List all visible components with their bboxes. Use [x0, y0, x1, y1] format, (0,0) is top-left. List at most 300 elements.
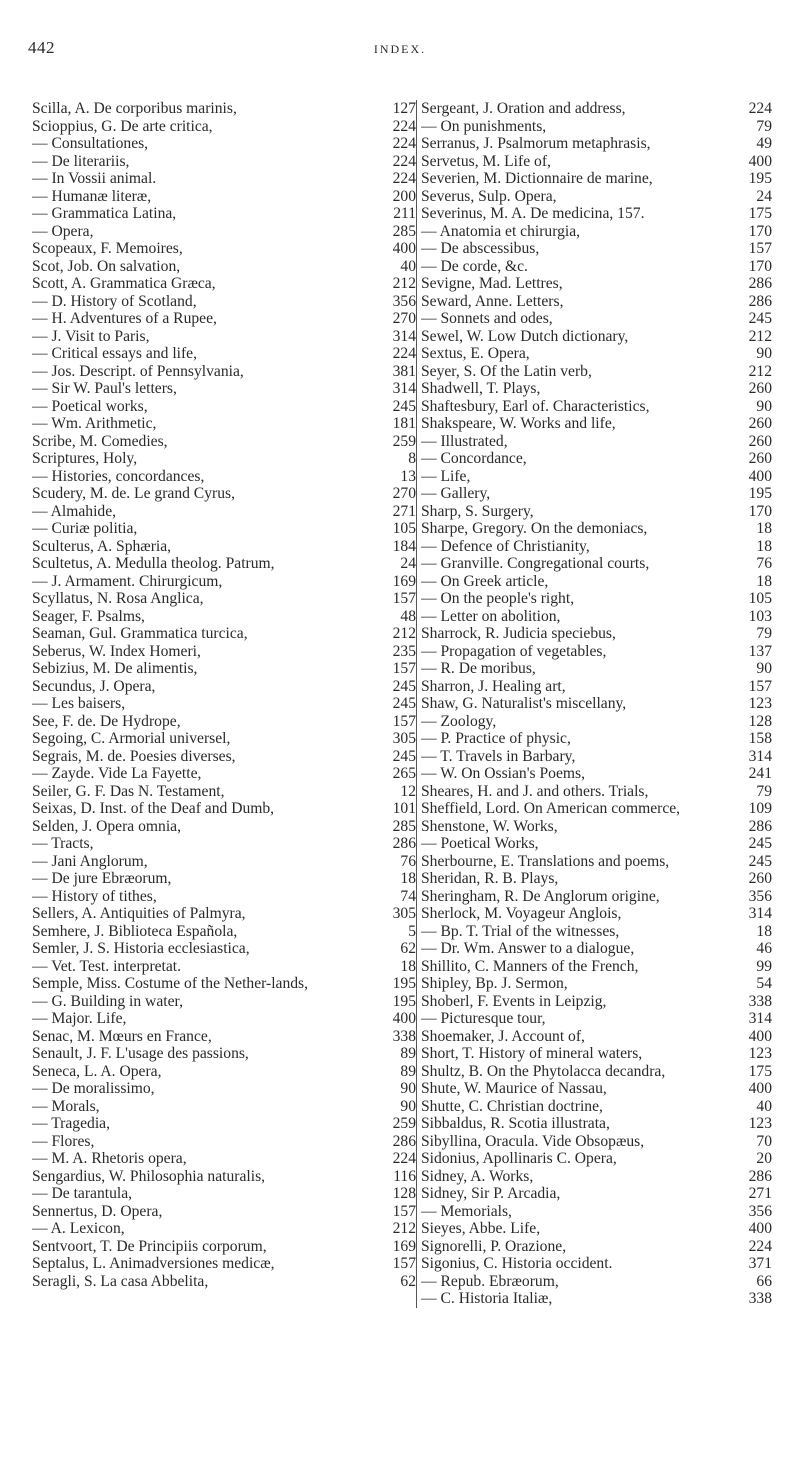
index-entry-page: 245 [748, 852, 772, 870]
index-entry-page: 314 [748, 905, 772, 922]
index-entry-text: — On punishments, [421, 117, 547, 135]
index-entry [421, 503, 772, 521]
index-entry-text: — Illustrated, [421, 432, 508, 450]
index-entry-page: 157 [392, 660, 416, 677]
index-entry [421, 1150, 772, 1168]
index-entry-text: — Histories, concordances, [32, 467, 205, 485]
index-entry-text: — Concordance, [421, 450, 527, 467]
index-entry-text: Sergeant, J. Oration and address, [421, 100, 626, 117]
index-entry-text: Sidney, A. Works, [421, 1167, 534, 1185]
index-entry [32, 590, 416, 608]
index-entry-page: 265 [392, 765, 416, 782]
index-entry [32, 118, 416, 136]
index-entry-page: 157 [392, 712, 416, 730]
index-entry [421, 625, 772, 643]
index-entry [421, 713, 772, 731]
index-entry [32, 1273, 416, 1291]
index-entry-page: 381 [392, 362, 416, 380]
index-entry-text: Shaw, G. Naturalist's miscellany, [421, 695, 627, 712]
index-entry-text: Sengardius, W. Philosophia naturalis, [32, 1167, 266, 1185]
index-entry-page: 286 [392, 1132, 416, 1150]
index-entry-page: 314 [748, 747, 772, 765]
index-entry-page: 260 [748, 870, 772, 887]
index-entry [421, 800, 772, 818]
index-entry-text: Sibbaldus, R. Scotia illustrata, [421, 1115, 610, 1132]
index-entry-text: Sevigne, Mad. Lettres, [421, 275, 563, 292]
index-entry-text: Severinus, M. A. De medicina, 157. [421, 205, 645, 222]
index-entry-text: — J. Visit to Paris, [32, 327, 150, 345]
index-entry-page: 195 [392, 975, 416, 992]
index-entry [32, 765, 416, 783]
index-entry-page: 137 [748, 642, 772, 660]
index-entry [32, 625, 416, 643]
index-entry-page: 356 [748, 1202, 772, 1220]
index-entry [421, 100, 772, 118]
index-entry-text: Severus, Sulp. Opera, [421, 187, 557, 205]
index-entry-page: 175 [748, 205, 772, 222]
index-entry [32, 1010, 416, 1028]
index-entry-text: — Zayde. Vide La Fayette, [32, 765, 202, 782]
index-entry [32, 923, 416, 941]
index-entry [32, 1238, 416, 1256]
index-entry-text: — Zoology, [421, 712, 497, 730]
index-entry-page: 245 [392, 747, 416, 765]
index-entry-page: 12 [400, 782, 416, 800]
index-entry-page: 5 [408, 922, 416, 940]
index-entry [32, 485, 416, 503]
index-entry [32, 363, 416, 381]
index-entry [421, 310, 772, 328]
index-entry [421, 1010, 772, 1028]
index-entry [32, 1220, 416, 1238]
index-entry-text: Senac, M. Mœurs en France, [32, 1027, 212, 1045]
index-entry-page: 158 [748, 730, 772, 747]
index-entry-text: — On the people's right, [421, 590, 575, 607]
index-entry [32, 1185, 416, 1203]
index-entry [32, 993, 416, 1011]
index-entry-page: 170 [748, 257, 772, 275]
index-entry-text: — In Vossii animal. [32, 170, 157, 187]
index-entry [421, 345, 772, 363]
index-entry [421, 433, 772, 451]
index-entry-text: Serranus, J. Psalmorum metaphrasis, [421, 135, 651, 152]
index-entry-page: 123 [748, 1115, 772, 1132]
index-entry-page: 123 [748, 695, 772, 712]
index-entry-page: 18 [400, 870, 416, 887]
index-entry-page: 157 [392, 1202, 416, 1220]
index-entry-page: 260 [748, 380, 772, 397]
index-entry-text: Scultetus, A. Medulla theolog. Patrum, [32, 555, 275, 572]
index-entry-page: 170 [748, 502, 772, 520]
index-entry [421, 328, 772, 346]
index-entry-page: 235 [392, 642, 416, 660]
index-entry [421, 450, 772, 468]
index-entry-text: Short, T. History of mineral waters, [421, 1045, 643, 1062]
index-entry [32, 800, 416, 818]
index-entry [32, 1080, 416, 1098]
index-entry-text: Sharp, S. Surgery, [421, 502, 534, 520]
index-entry [32, 660, 416, 678]
index-entry-page: 128 [748, 712, 772, 730]
index-entry-text: — P. Practice of physic, [421, 730, 571, 747]
index-entry [421, 205, 772, 223]
index-entry [421, 1045, 772, 1063]
index-entry-text: Sharpe, Gregory. On the demoniacs, [421, 520, 648, 537]
index-entry-page: 338 [748, 992, 772, 1010]
index-entry-page: 286 [748, 275, 772, 292]
index-entry [32, 258, 416, 276]
index-entry-text: — H. Adventures of a Rupee, [32, 310, 217, 327]
index-entry-page: 40 [400, 257, 416, 275]
index-entry-text: — Picturesque tour, [421, 1010, 546, 1027]
index-entry [421, 520, 772, 538]
index-entry-page: 212 [392, 275, 416, 292]
index-entry-page: 224 [392, 152, 416, 170]
index-entry-page: 24 [400, 555, 416, 572]
index-entry-text: Sebizius, M. De alimentis, [32, 660, 198, 677]
index-entry-text: Seager, F. Psalms, [32, 607, 145, 625]
index-entry-text: — Vet. Test. interpretat. [32, 957, 182, 975]
index-entry-text: Sherlock, M. Voyageur Anglois, [421, 905, 622, 922]
index-entry [32, 853, 416, 871]
index-entry-page: 260 [748, 432, 772, 450]
index-entry-page: 212 [748, 327, 772, 345]
index-entry [421, 153, 772, 171]
index-entry-text: — Opera, [32, 222, 94, 240]
index-entry-text: Semhere, J. Biblioteca Española, [32, 922, 238, 940]
index-entry [32, 240, 416, 258]
index-entry [421, 188, 772, 206]
index-entry-text: Seragli, S. La casa Abbelita, [32, 1272, 209, 1290]
index-entry [421, 468, 772, 486]
index-entry-page: 79 [756, 625, 772, 642]
index-entry-page: 260 [748, 450, 772, 467]
index-entry-page: 24 [756, 187, 772, 205]
index-entry-page: 245 [392, 695, 416, 712]
index-entry [421, 1115, 772, 1133]
index-entry-page: 109 [748, 800, 772, 817]
index-entry-text: — Consultationes, [32, 135, 149, 152]
index-entry-page: 400 [748, 1220, 772, 1237]
index-entry-page: 103 [748, 607, 772, 625]
running-head: INDEX. [373, 42, 427, 56]
index-entry-text: — Wm. Arithmetic, [32, 415, 157, 432]
index-entry-text: — R. De moribus, [421, 660, 536, 677]
index-entry [32, 433, 416, 451]
index-entry [421, 275, 772, 293]
index-entry [421, 1133, 772, 1151]
index-entry-text: Scopeaux, F. Memoires, [32, 240, 183, 257]
index-entry [32, 538, 416, 556]
index-entry-page: 271 [392, 502, 416, 520]
index-entry-text: Sidney, Sir P. Arcadia, [421, 1185, 561, 1202]
index-entry [421, 678, 772, 696]
index-entry-text: Scyllatus, N. Rosa Anglica, [32, 590, 204, 607]
index-entry-text: Signorelli, P. Orazione, [421, 1237, 567, 1255]
index-entry-text: — History of tithes, [32, 887, 157, 905]
index-entry [421, 1063, 772, 1081]
index-entry-page: 212 [392, 1220, 416, 1237]
index-entry-page: 157 [392, 1255, 416, 1272]
index-entry-text: — De literariis, [32, 152, 130, 170]
index-entry [32, 415, 416, 433]
index-entry [421, 555, 772, 573]
index-entry-page: 400 [748, 1027, 772, 1045]
index-entry-page: 224 [748, 100, 772, 117]
index-entry-text: Shute, W. Maurice of Nassau, [421, 1080, 607, 1097]
index-entry [421, 923, 772, 941]
index-entry-page: 157 [392, 590, 416, 607]
index-entry [421, 608, 772, 626]
index-entry [32, 1115, 416, 1133]
index-entry-text: Seaman, Gul. Grammatica turcica, [32, 625, 248, 642]
index-entry-text: Shipley, Bp. J. Sermon, [421, 975, 568, 992]
index-entry [421, 398, 772, 416]
index-entry-text: — Humanæ literæ, [32, 187, 152, 205]
index-entry [32, 1063, 416, 1081]
index-entry-page: 13 [400, 467, 416, 485]
index-entry-text: — De moralissimo, [32, 1080, 155, 1097]
index-entry [421, 835, 772, 853]
index-entry-text: Sharrock, R. Judicia speciebus, [421, 625, 616, 642]
index-entry-text: — Memorials, [421, 1202, 512, 1220]
index-entry-text: Sheares, H. and J. and others. Trials, [421, 782, 649, 800]
index-entry [421, 293, 772, 311]
index-entry-page: 79 [756, 782, 772, 800]
index-entry-text: — Granville. Congregational courts, [421, 555, 650, 572]
index-entry-text: — Almahide, [32, 502, 117, 520]
index-entry [421, 975, 772, 993]
index-entry [421, 1273, 772, 1291]
index-entry-page: 90 [756, 397, 772, 415]
index-entry-text: Segoing, C. Armorial universel, [32, 730, 231, 747]
index-entry-page: 18 [756, 572, 772, 590]
index-entry-page: 105 [392, 520, 416, 537]
index-entry [32, 940, 416, 958]
index-entry-text: Shultz, B. On the Phytolacca decandra, [421, 1062, 666, 1080]
index-entry-text: Scott, A. Grammatica Græca, [32, 275, 216, 292]
page-number: 442 [28, 38, 55, 57]
index-entry-text: — Critical essays and life, [32, 345, 197, 362]
index-entry-page: 285 [392, 817, 416, 835]
index-entry [32, 380, 416, 398]
index-entry-text: — Dr. Wm. Answer to a dialogue, [421, 940, 635, 957]
index-entry-text: Seberus, W. Index Homeri, [32, 642, 201, 660]
index-entry [32, 1168, 416, 1186]
index-entry-page: 260 [748, 415, 772, 432]
index-entry [421, 888, 772, 906]
index-entry-text: See, F. de. De Hydrope, [32, 712, 181, 730]
index-entry-page: 157 [748, 677, 772, 695]
index-entry-text: — Defence of Christianity, [421, 537, 590, 555]
index-entry [421, 415, 772, 433]
index-entry-text: — Sonnets and odes, [421, 310, 553, 327]
index-entry-page: 62 [400, 940, 416, 957]
index-entry-page: 90 [756, 660, 772, 677]
index-entry-text: — D. History of Scotland, [32, 292, 197, 310]
index-entry-text: — Tracts, [32, 835, 94, 852]
index-entry [421, 1080, 772, 1098]
index-entry [32, 573, 416, 591]
index-entry-text: — Propagation of vegetables, [421, 642, 607, 660]
index-entry-text: — Flores, [32, 1132, 95, 1150]
index-entry-page: 245 [748, 835, 772, 852]
index-entry-page: 18 [756, 537, 772, 555]
index-entry [32, 345, 416, 363]
index-entry-text: Scot, Job. On salvation, [32, 257, 181, 275]
index-entry [421, 485, 772, 503]
index-entry-text: Shoberl, F. Events in Leipzig, [421, 992, 607, 1010]
index-entry-page: 101 [392, 800, 416, 817]
index-entry-page: 89 [400, 1045, 416, 1062]
index-entry-text: — Poetical works, [32, 397, 148, 415]
index-entry [32, 468, 416, 486]
index-entry-page: 400 [392, 240, 416, 257]
index-entry [32, 713, 416, 731]
index-entry [32, 555, 416, 573]
index-entry [421, 573, 772, 591]
index-entry-page: 8 [408, 450, 416, 467]
index-entry [421, 363, 772, 381]
index-entry-page: 400 [748, 467, 772, 485]
index-entry-text: Sewel, W. Low Dutch dictionary, [421, 327, 629, 345]
index-entry-page: 400 [748, 1080, 772, 1097]
index-entry-page: 123 [748, 1045, 772, 1062]
index-entry [32, 975, 416, 993]
index-entry [421, 818, 772, 836]
index-entry-page: 285 [392, 222, 416, 240]
index-entry-text: Servetus, M. Life of, [421, 152, 551, 170]
index-entry-page: 54 [756, 975, 772, 992]
index-entry-page: 224 [392, 170, 416, 187]
index-entry-text: Scribe, M. Comedies, [32, 432, 168, 450]
index-entry-text: Sieyes, Abbe. Life, [421, 1220, 541, 1237]
index-entry [421, 643, 772, 661]
index-entry-page: 224 [748, 1237, 772, 1255]
index-entry-page: 200 [392, 187, 416, 205]
index-entry-text: Secundus, J. Opera, [32, 677, 156, 695]
index-entry [32, 293, 416, 311]
index-column-left [32, 100, 416, 1290]
index-entry-page: 90 [400, 1097, 416, 1115]
index-entry [421, 1203, 772, 1221]
index-entry [421, 853, 772, 871]
index-entry-text: — De tarantula, [32, 1185, 133, 1202]
index-entry-page: 286 [748, 292, 772, 310]
index-entry-page: 127 [392, 100, 416, 117]
index-entry-page: 40 [756, 1097, 772, 1115]
index-entry-page: 76 [400, 852, 416, 870]
index-entry-page: 270 [392, 310, 416, 327]
index-entry-page: 271 [748, 1185, 772, 1202]
index-entry-text: Sheringham, R. De Anglorum origine, [421, 887, 660, 905]
index-entry [421, 1098, 772, 1116]
index-entry [32, 520, 416, 538]
index-entry [421, 240, 772, 258]
index-entry-page: 157 [748, 240, 772, 257]
index-entry [32, 695, 416, 713]
index-entry [421, 695, 772, 713]
index-entry-page: 305 [392, 905, 416, 922]
index-entry [421, 1185, 772, 1203]
index-entry-text: — De corde, &c. [421, 257, 528, 275]
index-entry-page: 20 [756, 1150, 772, 1167]
index-entry-page: 181 [392, 415, 416, 432]
index-entry-page: 400 [748, 152, 772, 170]
index-entry-page: 314 [748, 1010, 772, 1027]
index-entry [32, 608, 416, 626]
index-entry-page: 270 [392, 485, 416, 502]
index-entry [32, 783, 416, 801]
index-entry-page: 70 [756, 1132, 772, 1150]
index-entry [32, 870, 416, 888]
index-entry-text: Scilla, A. De corporibus marinis, [32, 100, 237, 117]
index-entry [32, 1098, 416, 1116]
index-entry-page: 99 [756, 957, 772, 975]
index-entry [32, 1203, 416, 1221]
index-entry [421, 1290, 772, 1308]
index-entry-text: Shakspeare, W. Works and life, [421, 415, 616, 432]
index-entry-page: 18 [756, 922, 772, 940]
index-entry [421, 870, 772, 888]
index-entry-page: 105 [748, 590, 772, 607]
index-entry-page: 241 [748, 765, 772, 782]
index-entry-page: 212 [748, 362, 772, 380]
index-entry-text: Sibyllina, Oracula. Vide Obsopæus, [421, 1132, 645, 1150]
index-entry-text: Shenstone, W. Works, [421, 817, 558, 835]
index-entry-page: 169 [392, 572, 416, 590]
index-entry [421, 118, 772, 136]
index-entry [32, 100, 416, 118]
index-entry-page: 79 [756, 117, 772, 135]
index-entry-page: 48 [400, 607, 416, 625]
index-entry-text: Sheffield, Lord. On American commerce, [421, 800, 681, 817]
index-entry-page: 195 [392, 992, 416, 1010]
index-entry-text: Sculterus, A. Sphæria, [32, 537, 172, 555]
index-entry-text: — W. On Ossian's Poems, [421, 765, 585, 782]
index-entry-text: Semple, Miss. Costume of the Nether-lands, [32, 975, 309, 992]
index-entry [421, 135, 772, 153]
index-entry [32, 170, 416, 188]
index-entry-text: Seneca, L. A. Opera, [32, 1062, 162, 1080]
index-entry [421, 765, 772, 783]
index-entry-text: Sheridan, R. B. Plays, [421, 870, 559, 887]
index-entry-page: 116 [393, 1167, 416, 1185]
index-entry-text: Seyer, S. Of the Latin verb, [421, 362, 592, 380]
index-entry-text: — Curiæ politia, [32, 520, 138, 537]
index-entry [32, 205, 416, 223]
index-entry-text: Shutte, C. Christian doctrine, [421, 1097, 603, 1115]
index-entry-text: — Tragedia, [32, 1115, 110, 1132]
index-entry-page: 356 [748, 887, 772, 905]
index-entry [32, 398, 416, 416]
index-entry [421, 1255, 772, 1273]
index-entry-text: Shillito, C. Manners of the French, [421, 957, 639, 975]
index-entry-page: 169 [392, 1237, 416, 1255]
index-entry [32, 1045, 416, 1063]
index-entry-text: — Anatomia et chirurgia, [421, 222, 581, 240]
index-entry-text: — Les baisers, [32, 695, 126, 712]
index-entry-text: — Life, [421, 467, 471, 485]
index-entry-page: 286 [392, 835, 416, 852]
index-entry-page: 62 [400, 1272, 416, 1290]
index-entry-text: — Repub. Ebræorum, [421, 1272, 559, 1290]
index-entry-text: — Gallery, [421, 485, 491, 502]
index-entry-page: 90 [400, 1080, 416, 1097]
index-entry [421, 1028, 772, 1046]
index-entry-page: 175 [748, 1062, 772, 1080]
index-entry-page: 224 [392, 1150, 416, 1167]
